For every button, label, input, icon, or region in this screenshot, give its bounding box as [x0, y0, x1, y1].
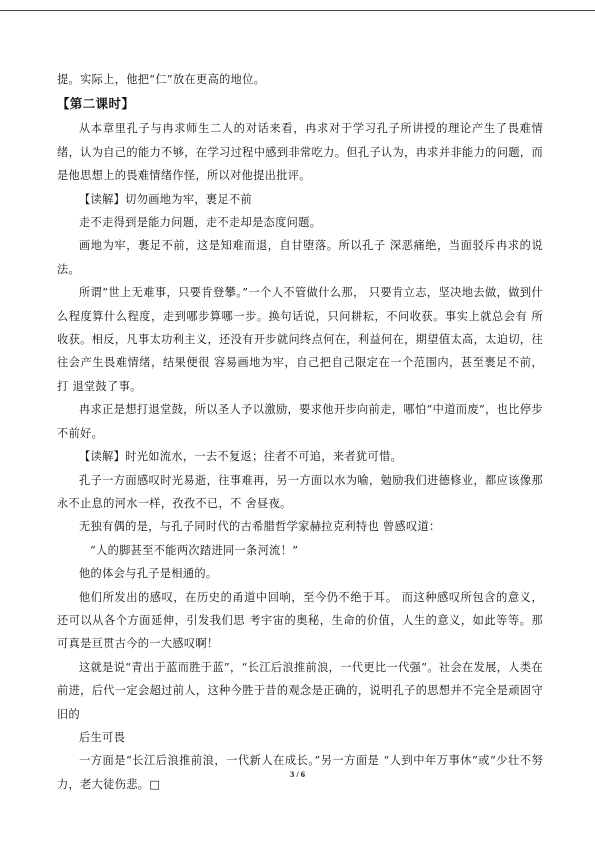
subheading: 后生可畏: [79, 730, 126, 744]
header-rule: [0, 10, 595, 11]
page-number: 3 / 6: [289, 769, 306, 779]
paragraph: 孔子一方面感叹时光易逝，往事难再，另一方面以水为喻，勉励我们进德修业，都应该像那永不止息的河水一样，孜孜不已，不 舍昼夜。: [57, 473, 543, 510]
paragraph-continuation: 提。实际上，他把“仁”放在更高的地位。: [57, 73, 266, 86]
paragraph: 这就是说“青出于蓝而胜于蓝”，“长江后浪推前浪，一代更比一代强”。社会在发展，人类在前进，后代一定会超过前人，这种今胜于昔的观念是正确的，说明孔子的思想并不完全是顽固守旧的: [57, 660, 543, 721]
paragraph: 走不走得到是能力问题，走不走却是态度问题。: [79, 216, 322, 230]
paragraph: 冉求正是想打退堂鼓，所以圣人予以激励，要求他开步向前走，哪怕“中道而废”，也比停步不前好。: [57, 403, 543, 440]
document-body: [57, 68, 543, 796]
reading-heading-1: 【读解】切勿画地为牢，裹足不前: [79, 192, 253, 206]
paragraph: 所谓“世上无难事，只要肯登攀。”一个人不管做什么那， 只要肯立志，坚决地去做，做到什么程度算什么程度，走到哪步算哪一步。换句话说，只问耕耘，不问收获。事实上就总会有 所收获。相反，凡事太功利主义，还没有开步就问终点何在，利益何在，期望值太高，太迫切，往往会产生畏难情绪，结果便很 容易画地为牢，自己把自己限定在一个范围内，甚至裹足不前，打 退堂鼓了事。: [57, 286, 543, 393]
reading-heading-2: 【读解】时光如流水，一去不复返；往者不可追，来者犹可惜。: [79, 450, 403, 464]
paragraph: 无独有偶的是，与孔子同时代的古希腊哲学家赫拉克利特也 曾感叹道：: [79, 520, 441, 534]
paragraph: 一方面是“长江后浪推前浪，一代新人在成长。”另一方面是 “人到中年万事休”或“少壮不努力，老大徒伤悲。□: [57, 754, 543, 791]
paragraph: 他们所发出的感叹，在历史的甬道中回响，至今仍不绝于耳。 而这种感叹所包含的意义，还可以从各个方面延伸，引发我们思 考宇宙的奥秘，生命的价值，人生的意义，如此等等。那可真是亘贯古今的一大感叹啊！: [57, 590, 543, 651]
section-heading: 【第二课时】: [57, 96, 135, 112]
paragraph: 他的体会与孔子是相通的。: [79, 567, 218, 581]
paragraph-intro: 从本章里孔子与冉求师生二人的对话来看，冉求对于学习孔子所讲授的理论产生了畏难情绪，认为自己的能力不够，在学习过程中感到非常吃力。但孔子认为，冉求并非能力的问题，而是他思想上的畏难情绪作怪，所以对他提出批评。: [57, 122, 543, 183]
paragraph: 画地为牢，裹足不前，这是知难而退，自甘堕落。所以孔子 深恶痛绝，当面驳斥冉求的说法。: [57, 239, 543, 276]
quote: “人的脚甚至不能两次踏进同一条河流！”: [90, 543, 299, 557]
